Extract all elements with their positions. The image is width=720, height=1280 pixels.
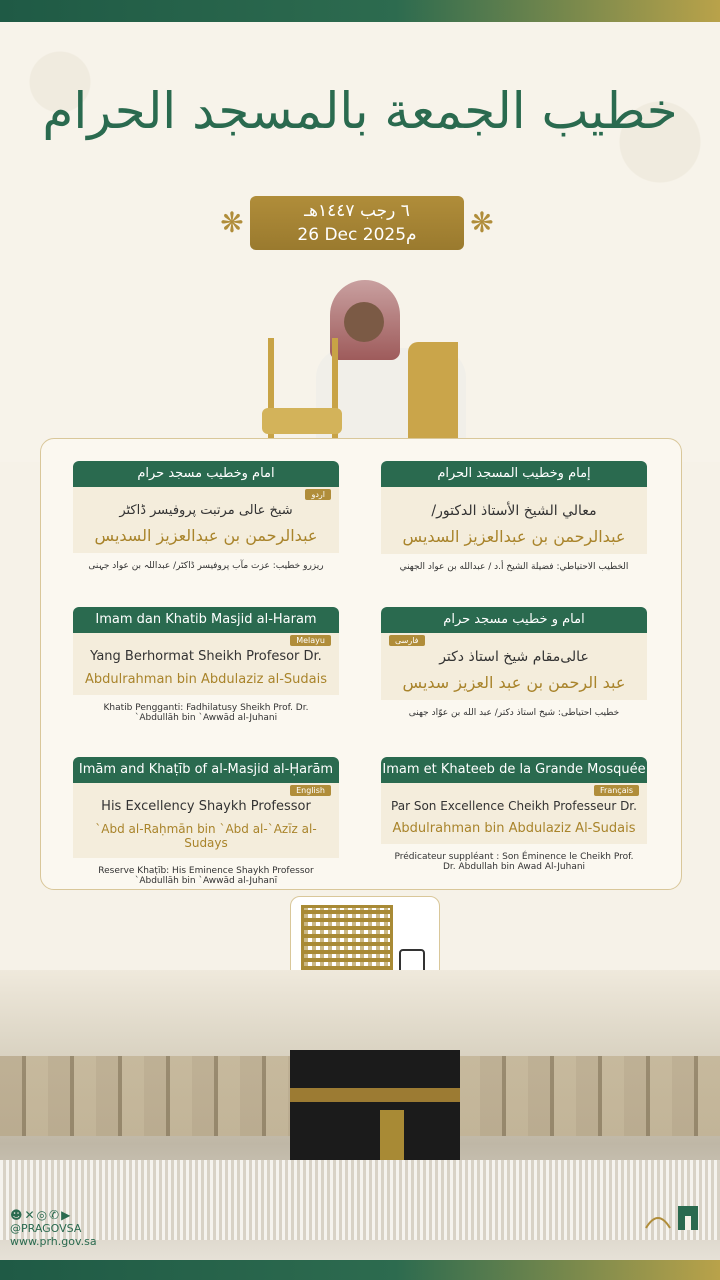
language-tag: اردو xyxy=(305,489,331,500)
reserve-khatib: Reserve Khaṭīb: His Eminence Shaykh Professor `Abdullāh bin `Awwād al-Juhanī xyxy=(98,866,314,886)
title-line: معالي الشيخ الأستاذ الدكتور/ xyxy=(431,503,597,519)
social-handle[interactable]: @PRAGOVSA xyxy=(10,1222,82,1235)
language-tag: Melayu xyxy=(290,635,331,646)
reserve-khatib: خطیب احتیاطی: شیخ استاذ دکتر/ عبد الله بن عوّاد جهنی xyxy=(408,708,620,718)
panel-persian xyxy=(381,607,647,718)
title-line: شیخ عالی مرتبت پروفیسر ڈاکٹر xyxy=(119,503,293,518)
name-line: `Abd al-Raḥmān bin `Abd al-`Azīz al-Sudays xyxy=(95,822,317,850)
panel-urdu xyxy=(73,461,339,571)
language-tag: English xyxy=(290,785,331,796)
panel-malay xyxy=(73,607,339,723)
date-badge xyxy=(250,196,464,250)
reserve-khatib: الخطيب الاحتياطي: فضيلة الشيخ أ.د / عبدالله بن عواد الجهني xyxy=(399,562,629,572)
footer-social xyxy=(10,1208,97,1248)
panel-english xyxy=(73,757,339,886)
name-line: Abdulrahman bin Abdulaziz al-Sudais xyxy=(84,672,327,687)
language-tag: Français xyxy=(594,785,639,796)
name-line: عبدالرحمن بن عبدالعزيز السديس xyxy=(402,527,626,546)
panel-header: إمام وخطيب المسجد الحرام xyxy=(381,461,647,487)
title-line: عالی‌مقام شیخ استاذ دکتر xyxy=(439,649,589,665)
panel-header: Imam dan Khatib Masjid al-Haram xyxy=(73,607,339,633)
panel-header: Imam et Khateeb de la Grande Mosquée xyxy=(381,757,647,783)
title-line: Par Son Excellence Cheikh Professeur Dr. xyxy=(391,799,637,813)
language-tag: فارسی xyxy=(389,635,425,646)
ornament-right-icon: ❋ xyxy=(470,206,494,239)
name-line: Abdulrahman bin Abdulaziz Al-Sudais xyxy=(392,821,636,836)
page-title: خطيب الجمعة بالمسجد الحرام xyxy=(42,82,678,140)
bottom-bar xyxy=(0,1260,720,1280)
kaaba-scene xyxy=(0,970,720,1260)
hijri-date: ٦ رجب ١٤٤٧هـ xyxy=(304,201,410,221)
panel-header: امام و خطيب مسجد حرام xyxy=(381,607,647,633)
title-line: Yang Berhormat Sheikh Profesor Dr. xyxy=(90,649,322,664)
panel-header: امام وخطیب مسجد حرام xyxy=(73,461,339,487)
top-bar xyxy=(0,0,720,22)
panel-header: Imām and Khaṭīb of al-Masjid al-Ḥarām xyxy=(73,757,339,783)
panel-arabic xyxy=(381,461,647,572)
website-link[interactable]: www.prh.gov.sa xyxy=(10,1235,97,1248)
reserve-khatib: ریزرو خطیب: عزت مآب پروفیسر ڈاکٹر/ عبداللہ بن عواد جہنی xyxy=(88,561,324,571)
reserve-khatib: Prédicateur suppléant : Son Éminence le Cheikh Prof. Dr. Abdullah bin Awad Al-Juhani xyxy=(394,852,634,872)
social-icons[interactable]: ☻✕◎✆▶ xyxy=(10,1208,73,1222)
info-card xyxy=(40,438,682,890)
imam-photo xyxy=(258,262,468,438)
title-line: His Excellency Shaykh Professor xyxy=(101,799,311,814)
ornament-left-icon: ❋ xyxy=(220,206,244,239)
reserve-khatib: Khatib Pengganti: Fadhilatusy Sheikh Prof. Dr. `Abdullāh bin `Awwād al-Juhani xyxy=(103,703,309,723)
presidency-logo-icon xyxy=(638,1198,704,1238)
name-line: عبدالرحمن بن عبدالعزیز السدیس xyxy=(94,526,318,545)
panel-french xyxy=(381,757,647,872)
name-line: عبد الرحمن بن عبد العزيز سديس xyxy=(402,673,626,692)
gregorian-date: 26 Dec 2025م xyxy=(297,225,417,245)
